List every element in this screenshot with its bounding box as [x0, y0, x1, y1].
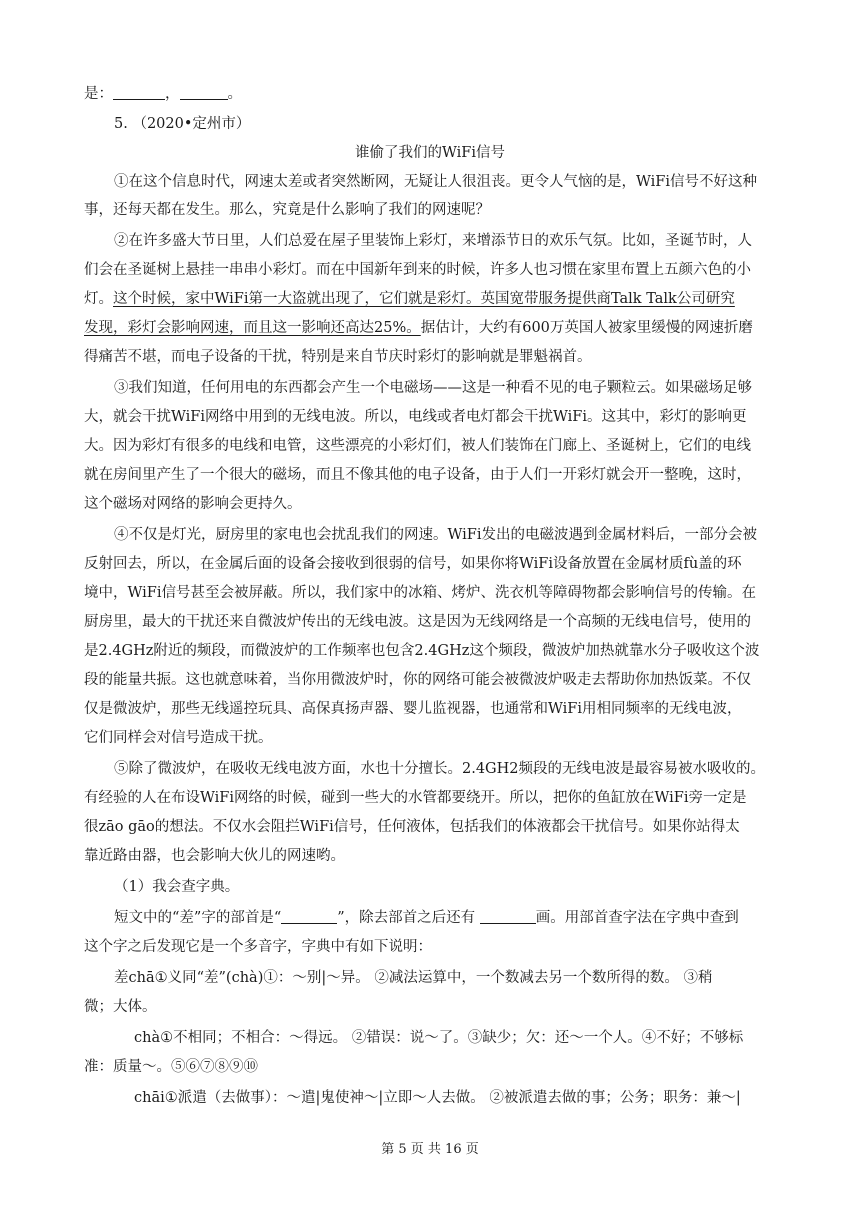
- dictionary-entry-chai: chāi①派遣（去做事）：～遣|鬼使神～|立即～人去做。 ②被派遣去做的事；公务；职务：兼～|: [134, 1090, 741, 1106]
- paragraph-4-line: 是2.4GHz附近的频段，而微波炉的工作频率也包含2.4GHz这个频段，微波炉加热就靠水分子吸收这个波: [84, 643, 760, 659]
- question-header: [114, 114, 784, 134]
- question-number: 5.: [114, 116, 128, 132]
- dictionary-entry-cha1: 差chā①义同“差”(chà)①：～别|～异。 ②减法运算中，一个数减去另一个数所得的数。 ③稍: [114, 970, 713, 986]
- paragraph-3-line: 大。因为彩灯有很多的电线和电管，这些漂亮的小彩灯们，被人们装饰在门廊上、圣诞树上，它们的电线: [84, 438, 751, 454]
- paragraph-4-line: 它们同样会对信号造成干扰。: [84, 730, 273, 746]
- sub-question-line: 短文中的“差”字的部首是“ ”，除去部首之后还有 画。用部首查字法在字典中查到: [114, 910, 739, 926]
- paragraph-4-line: 仅是微波炉，那些无线遥控玩具、高保真扬声器、婴儿监视器，也通常和WiFi用相同频率的无线电波，: [84, 701, 742, 717]
- paragraph-2-line: 发现，彩灯会影响网速，而且这一影响还高达25%。据估计，大约有600万英国人被家里缓慢的网速折磨: [84, 320, 753, 336]
- paragraph-5-line: 靠近路由器，也会影响大伙儿的网速哟。: [84, 848, 345, 864]
- paragraph-4-line: 境中，WiFi信号甚至会被屏蔽。所以，我们家中的冰箱、烤炉、洗衣机等障碍物都会影响信号的传输。在: [84, 585, 756, 601]
- sub-question-heading: （1）我会查字典。: [114, 879, 240, 895]
- answer-blank[interactable]: [113, 84, 165, 100]
- sub-question-line: 这个字之后发现它是一个多音字，字典中有如下说明：: [84, 939, 432, 955]
- stroke-count-blank[interactable]: [480, 908, 536, 924]
- answer-line: 是： ， 。: [84, 86, 242, 102]
- dictionary-entry-cha4: chà①不相同；不相合：～得远。 ②错误：说～了。③缺少；欠：还～一个人。④不好；不够标: [134, 1030, 744, 1046]
- page-footer: 第 5 页 共 16 页: [381, 1142, 479, 1157]
- paragraph-2-line: 们会在圣诞树上悬挂一串串小彩灯。而在中国新年到来的时候，许多人也习惯在家里布置上五颜六色的小: [84, 262, 751, 278]
- paragraph-3-line: 大，就会干扰WiFi网络中用到的无线电波。所以，电线或者电灯都会干扰WiFi。这其中，彩灯的影响更: [84, 409, 747, 425]
- paragraph-2-line: 灯。这个时候，家中WiFi第一大盗就出现了，它们就是彩灯。英国宽带服务提供商Talk Talk公司研究: [84, 291, 735, 307]
- article-title: 谁偷了我们的WiFi信号: [355, 145, 505, 161]
- radical-blank[interactable]: [281, 908, 337, 924]
- question-source: （2020•定州市）: [132, 116, 251, 132]
- paragraph-5-line: 有经验的人在布设WiFi网络的时候，碰到一些大的水管都要绕开。所以，把你的鱼缸放在WiFi旁一定是: [84, 790, 747, 806]
- paragraph-1-line: 事，还每天都在发生。那么，究竟是什么影响了我们的网速呢？: [84, 202, 490, 218]
- paragraph-5-line: ⑤除了微波炉，在吸收无线电波方面，水也十分擅长。2.4GH2频段的无线电波是最容易被水吸收的。: [114, 761, 766, 777]
- underlined-sentence: 发现，彩灯会影响网速，而且这一影响还高达25%。: [84, 320, 421, 336]
- paragraph-3-line: 就在房间里产生了一个很大的磁场，而且不像其他的电子设备，由于人们一开彩灯就会开一整晚，这时，: [84, 467, 751, 483]
- answer-blank[interactable]: [180, 84, 228, 100]
- paragraph-4-line: 反射回去，所以，在金属后面的设备会接收到很弱的信号，如果你将WiFi设备放置在金属材质fù盖的环: [84, 556, 742, 572]
- paragraph-1-line: ①在这个信息时代，网速太差或者突然断网，无疑让人很沮丧。更令人气恼的是，WiFi信号不好这种: [114, 174, 757, 190]
- underlined-sentence: 这个时候，家中WiFi第一大盗就出现了，它们就是彩灯。英国宽带服务提供商Talk Talk公司研究: [113, 291, 735, 307]
- paragraph-4-line: ④不仅是灯光，厨房里的家电也会扰乱我们的网速。WiFi发出的电磁波遇到金属材料后，一部分会被: [114, 527, 757, 543]
- paragraph-4-line: 段的能量共振。这也就意味着，当你用微波炉时，你的网络可能会被微波炉吸走去帮助你加热饭菜。不仅: [84, 672, 751, 688]
- paragraph-5-line: 很zāo gāo的想法。不仅水会阻拦WiFi信号，任何液体，包括我们的体液都会干扰信号。如果你站得太: [84, 819, 740, 835]
- paragraph-4-line: 厨房里，最大的干扰还来自微波炉传出的无线电波。这是因为无线网络是一个高频的无线电信号，使用的: [84, 614, 751, 630]
- paragraph-2-line: ②在许多盛大节日里，人们总爱在屋子里装饰上彩灯，来增添节日的欢乐气氛。比如，圣诞节时，人: [114, 233, 752, 249]
- dictionary-entry-cha4: 准：质量～。⑤⑥⑦⑧⑨⑩: [84, 1059, 258, 1075]
- paragraph-3-line: 这个磁场对网络的影响会更持久。: [84, 496, 302, 512]
- paragraph-3-line: ③我们知道，任何用电的东西都会产生一个电磁场——这是一种看不见的电子颗粒云。如果磁场足够: [114, 380, 752, 396]
- paragraph-2-line: 得痛苦不堪，而电子设备的干扰，特别是来自节庆时彩灯的影响就是罪魁祸首。: [84, 349, 592, 365]
- dictionary-entry-cha1: 微；大体。: [84, 999, 157, 1015]
